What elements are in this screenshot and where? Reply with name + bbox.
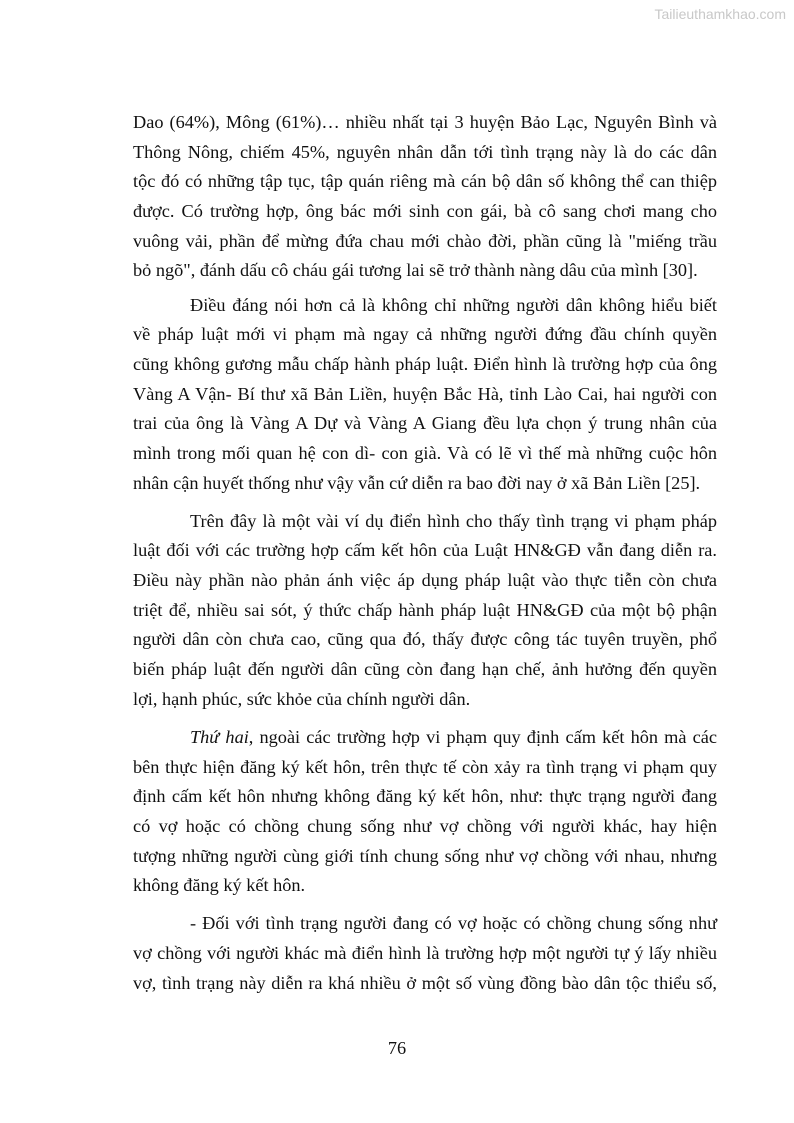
- text-line: lợi, hạnh phúc, sức khỏe của chính người dân.: [133, 688, 471, 709]
- paragraph-2: [133, 291, 717, 499]
- text-line: người dân còn chưa cao, cũng qua đó, thấy được công tác tuyên truyền, phổ: [133, 629, 717, 650]
- text-line: trai của ông là Vàng A Dự và Vàng A Giang đều lựa chọn ý trung nhân của: [133, 413, 717, 434]
- page-number: 76: [387, 1038, 407, 1058]
- text-line: - Đối với tình trạng người đang có vợ hoặc có chồng chung sống như: [190, 913, 717, 934]
- text-line: vuông vải, phần để mừng đứa chau mới chào đời, phần cũng là "miếng trầu: [133, 230, 717, 251]
- paragraph-5: [133, 909, 717, 998]
- paragraph-3: [133, 507, 717, 715]
- text-line: vợ chồng với người khác mà điển hình là trường hợp một người tự ý lấy nhiều: [133, 942, 717, 963]
- document-body: [133, 108, 717, 1007]
- text-line: triệt để, nhiều sai sót, ý thức chấp hành pháp luật HN&GĐ của một bộ phận: [133, 599, 717, 620]
- text-line: mình trong mối quan hệ con dì- con già. Và có lẽ vì thế mà những cuộc hôn: [133, 443, 717, 464]
- text-line: bỏ ngõ", đánh dấu cô cháu gái tương lai sẽ trở thành nàng dâu của mình [30].: [133, 260, 698, 281]
- paragraph-4: [133, 723, 717, 901]
- text-line: Thông Nông, chiếm 45%, nguyên nhân dẫn tới tình trạng này là do các dân: [133, 141, 717, 162]
- text-line: cũng không gương mẫu chấp hành pháp luật. Điển hình là trường hợp của ông: [133, 354, 717, 374]
- text-line: bên thực hiện đăng ký kết hôn, trên thực tế còn xảy ra tình trạng vi phạm quy: [133, 756, 717, 777]
- text-line: biến pháp luật đến người dân cũng còn đang hạn chế, ảnh hưởng đến quyền: [133, 659, 717, 680]
- paragraph-1: [133, 108, 717, 286]
- text-line: về pháp luật mới vi phạm mà ngay cả những người đứng đầu chính quyền: [133, 324, 717, 345]
- text-line: Trên đây là một vài ví dụ điển hình cho thấy tình trạng vi phạm pháp: [190, 510, 717, 531]
- text-line: được. Có trường hợp, ông bác mới sinh con gái, bà cô sang chơi mang cho: [133, 201, 717, 222]
- text-line: có vợ hoặc có chồng chung sống như vợ chồng với người khác, hay hiện: [133, 815, 717, 836]
- text-line-rest: , ngoài các trường hợp vi phạm quy định cấm kết hôn mà các: [248, 726, 717, 747]
- text-line: tộc đó có những tập tục, tập quán riêng mà cán bộ dân số không thể can thiệp: [133, 171, 717, 192]
- text-line: [133, 723, 717, 753]
- text-line: nhân cận huyết thống như vậy vẫn cứ diễn ra bao đời nay ở xã Bản Liền [25].: [133, 472, 701, 493]
- text-line: Vàng A Vận- Bí thư xã Bản Liền, huyện Bắc Hà, tỉnh Lào Cai, hai người con: [133, 383, 717, 404]
- text-line: định cấm kết hôn nhưng không đăng ký kết hôn, như: thực trạng người đang: [133, 786, 717, 807]
- text-line: vợ, tình trạng này diễn ra khá nhiều ở một số vùng đồng bào dân tộc thiểu số,: [133, 972, 717, 993]
- text-line: Điều này phần nào phản ánh việc áp dụng pháp luật vào thực tiễn còn chưa: [133, 570, 717, 591]
- watermark: Tailieuthamkhao.com: [654, 6, 786, 22]
- text-line: Dao (64%), Mông (61%)… nhiều nhất tại 3 huyện Bảo Lạc, Nguyên Bình và: [133, 112, 717, 132]
- text-line: không đăng ký kết hôn.: [133, 875, 306, 896]
- text-line: Điều đáng nói hơn cả là không chỉ những người dân không hiểu biết: [190, 294, 717, 315]
- text-line: tượng những người cùng giới tính chung sống như vợ chồng với nhau, nhưng: [133, 845, 717, 866]
- text-line: luật đối với các trường hợp cấm kết hôn của Luật HN&GĐ vẫn đang diễn ra.: [133, 540, 717, 561]
- italic-lead: Thứ hai: [190, 726, 249, 747]
